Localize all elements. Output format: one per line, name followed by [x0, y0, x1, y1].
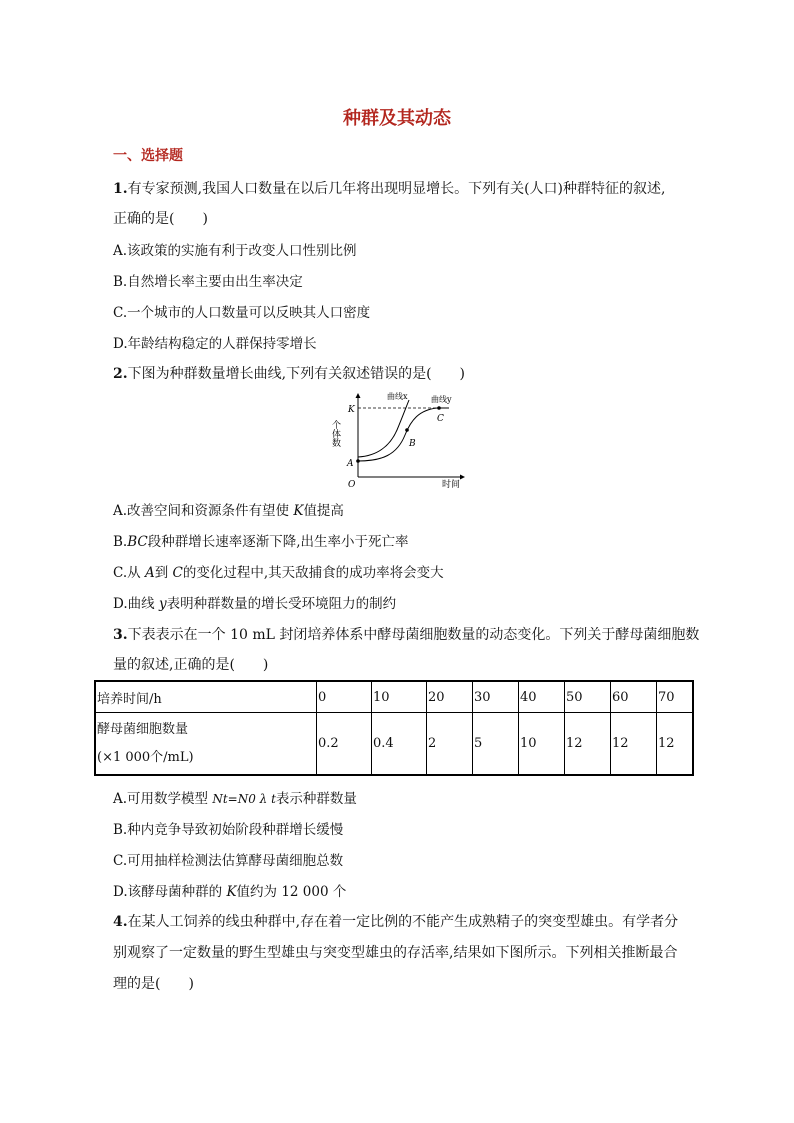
origin-label: O: [348, 480, 356, 490]
table-row: [95, 713, 693, 776]
table-row: [95, 681, 693, 713]
q1-stem-1: 有专家预测,我国人口数量在以后几年将出现明显增长。下列有关(人口)种群特征的叙述,: [127, 181, 666, 197]
q2-option-b: [113, 530, 409, 550]
q2-option-c: [113, 561, 444, 581]
q3-option-b: B.种内竞争导致初始阶段种群增长缓慢: [113, 822, 344, 838]
q2-number: 2.: [113, 366, 128, 382]
curve-x: [358, 400, 409, 457]
count-cell: 12: [565, 713, 611, 776]
q1-line1: [113, 178, 665, 198]
time-cell: 20: [427, 681, 473, 713]
point-c-dot: [437, 406, 441, 410]
row-label-line2: (×1 000个/mL): [97, 749, 194, 765]
q4-line3: 理的是( ): [113, 976, 194, 992]
q3-option-d: [113, 880, 346, 900]
time-cell: 60: [611, 681, 657, 713]
section-heading: 一、选择题: [113, 148, 183, 164]
table-header-label: 培养时间/h: [95, 681, 317, 713]
time-cell: 0: [317, 681, 372, 713]
q4-line2: 别观察了一定数量的野生型雄虫与突变型雄虫的存活率,结果如下图所示。下列相关推断最合: [113, 945, 678, 961]
q4-line1: [113, 911, 678, 931]
count-cell: 2: [427, 713, 473, 776]
q2-d-y: y: [158, 596, 167, 612]
q2-line1: [113, 363, 465, 383]
table-row-label: [95, 713, 317, 776]
count-cell: 10: [519, 713, 565, 776]
q1-line2: 正确的是( ): [113, 211, 208, 227]
q3-d-k: K: [226, 884, 237, 900]
curve-y-label: 曲线y: [431, 395, 452, 404]
x-axis-arrow: [460, 475, 465, 480]
row-label-line1: 酵母菌细胞数量: [97, 721, 189, 737]
q2-b-bc: BC: [127, 534, 148, 550]
q3-a-post: 表示种群数量: [275, 791, 357, 807]
page-title: 种群及其动态: [343, 108, 451, 129]
q2-c-a: A: [144, 565, 155, 581]
q3-a-pre: A.可用数学模型: [113, 791, 213, 807]
q2-option-d: [113, 592, 396, 612]
q2-stem: 下图为种群数量增长曲线,下列有关叙述错误的是( ): [127, 366, 465, 382]
curve-y: [358, 408, 449, 461]
q3-option-a: [113, 787, 357, 807]
q2-a-pre: A.改善空间和资源条件有望使: [113, 503, 294, 519]
q2-c-c: C: [172, 565, 183, 581]
q3-d-post: 值约为 12 000 个: [236, 884, 347, 900]
time-cell: 70: [657, 681, 694, 713]
q4-stem-1: 在某人工饲养的线虫种群中,存在着一定比例的不能产生成熟精子的突变型雄虫。有学者分: [127, 914, 679, 930]
q1-option-d: D.年龄结构稳定的人群保持零增长: [113, 336, 317, 352]
count-cell: 0.4: [372, 713, 427, 776]
q2-b-pre: B.: [113, 534, 128, 550]
yeast-data-table: [94, 680, 694, 776]
q2-c-mid: 到: [154, 565, 173, 581]
q3-stem-1: 下表表示在一个 10 mL 封闭培养体系中酵母菌细胞数量的动态变化。下列关于酵母菌细胞数: [127, 627, 700, 643]
q3-option-c: C.可用抽样检测法估算酵母菌细胞总数: [113, 853, 344, 869]
curve-x-label: 曲线x: [387, 392, 408, 401]
q2-d-post: 表明种群数量的增长受环境阻力的制约: [166, 596, 397, 612]
q3-a-model: Nt=N0 λ t: [212, 792, 276, 806]
point-a-dot: [356, 459, 360, 463]
q2-b-post: 段种群增长速率逐渐下降,出生率小于死亡率: [147, 534, 409, 550]
time-cell: 10: [372, 681, 427, 713]
count-cell: 5: [473, 713, 519, 776]
q2-d-pre: D.曲线: [113, 596, 159, 612]
count-cell: 12: [611, 713, 657, 776]
time-cell: 50: [565, 681, 611, 713]
x-axis-label: 时间: [442, 480, 461, 490]
q2-c-post: 的变化过程中,其天敌捕食的成功率将会变大: [182, 565, 444, 581]
count-cell: 12: [657, 713, 694, 776]
point-b-label: B: [409, 439, 416, 449]
y-axis-arrow: [356, 393, 361, 398]
k-label: K: [348, 405, 355, 415]
q3-line2: 量的叙述,正确的是( ): [113, 657, 269, 673]
q1-option-b: B.自然增长率主要由出生率决定: [113, 274, 303, 290]
q2-a-post: 值提高: [303, 503, 344, 519]
point-c-label: C: [437, 414, 444, 424]
population-growth-graph: [327, 390, 467, 490]
q1-option-a: A.该政策的实施有利于改变人口性别比例: [113, 243, 357, 259]
point-b-dot: [405, 428, 409, 432]
point-a-label: A: [347, 459, 354, 469]
q3-line1: [113, 624, 699, 644]
q3-d-pre: D.该酵母菌种群的: [113, 884, 227, 900]
q2-c-pre: C.从: [113, 565, 145, 581]
count-cell: 0.2: [317, 713, 372, 776]
q1-number: 1.: [113, 181, 128, 197]
time-cell: 30: [473, 681, 519, 713]
time-cell: 40: [519, 681, 565, 713]
q3-number: 3.: [113, 627, 128, 643]
q4-number: 4.: [113, 914, 128, 930]
q2-a-k: K: [293, 503, 304, 519]
q1-option-c: C.一个城市的人口数量可以反映其人口密度: [113, 305, 371, 321]
q2-option-a: [113, 499, 344, 519]
y-axis-label: 个体数: [330, 420, 340, 447]
